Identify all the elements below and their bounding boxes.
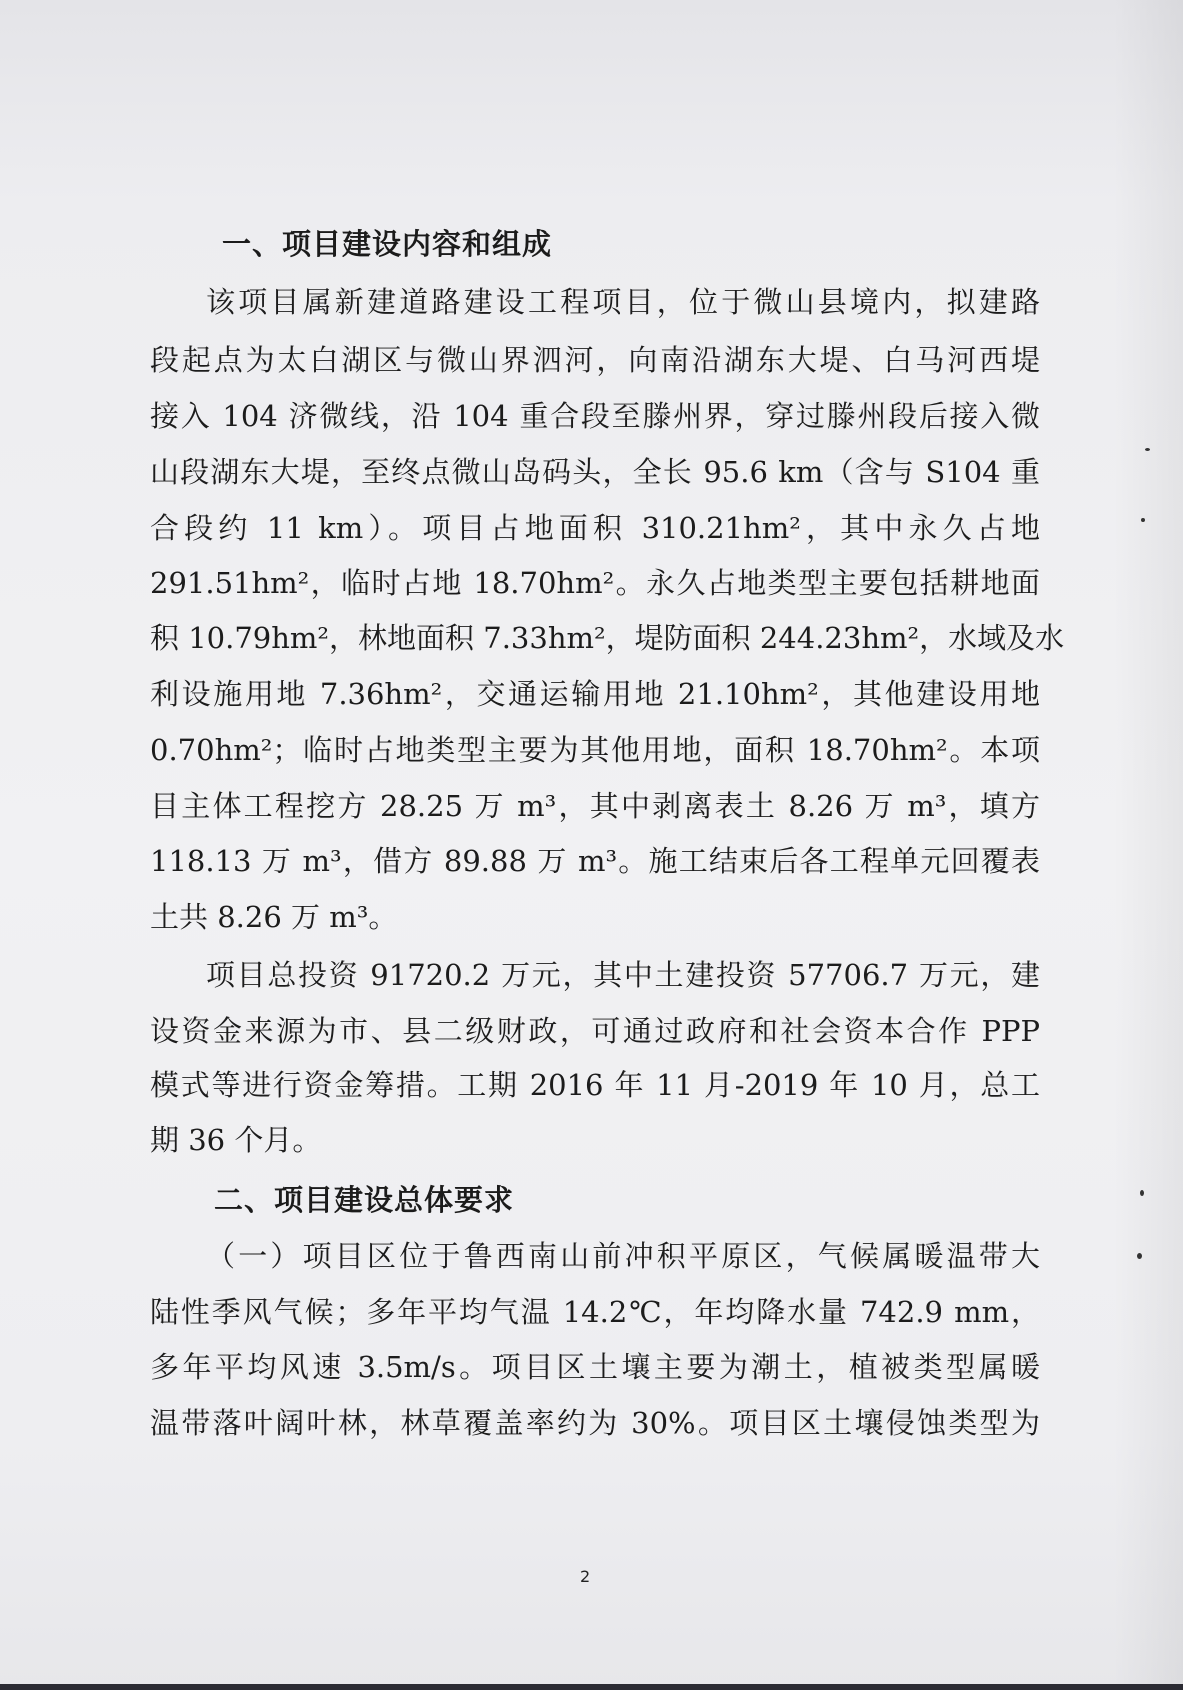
scan-shadow (1113, 0, 1183, 1690)
text-line: 期 36 个月。 (150, 1123, 322, 1157)
page-number: 2 (580, 1567, 591, 1586)
scan-speck (1137, 1253, 1142, 1259)
text-line: 118.13 万 m³，借方 89.88 万 m³。施工结束后各工程单元回覆表 (150, 844, 1040, 878)
text-line: 山段湖东大堤，至终点微山岛码头，全长 95.6 km（含与 S104 重 (150, 455, 1040, 489)
scan-bottom-edge (0, 1684, 1183, 1690)
text-line: 接入 104 济微线，沿 104 重合段至滕州界，穿过滕州段后接入微 (150, 399, 1040, 433)
text-line: 积 10.79hm²，林地面积 7.33hm²，堤防面积 244.23hm²，水域及水 (150, 621, 1065, 655)
text-line: 291.51hm²，临时占地 18.70hm²。永久占地类型主要包括耕地面 (150, 566, 1040, 600)
scan-speck (1145, 448, 1150, 451)
section-heading-2: 二、项目建设总体要求 (214, 1183, 515, 1217)
scan-speck (1140, 1190, 1144, 1196)
text-line: （一）项目区位于鲁西南山前冲积平原区，气候属暖温带大 (206, 1239, 1040, 1273)
text-line: 设资金来源为市、县二级财政，可通过政府和社会资本合作 PPP (150, 1014, 1040, 1048)
scan-speck (1141, 518, 1145, 522)
text-line: 合段约 11 km）。项目占地面积 310.21hm²，其中永久占地 (150, 511, 1040, 545)
section-heading-1: 一、项目建设内容和组成 (222, 227, 553, 261)
text-line: 多年平均风速 3.5m/s。项目区土壤主要为潮土，植被类型属暖 (150, 1350, 1040, 1384)
text-line: 温带落叶阔叶林，林草覆盖率约为 30%。项目区土壤侵蚀类型为 (150, 1406, 1040, 1440)
text-line: 0.70hm²；临时占地类型主要为其他用地，面积 18.70hm²。本项 (150, 733, 1040, 767)
text-line: 土共 8.26 万 m³。 (150, 900, 398, 934)
text-line: 段起点为太白湖区与微山界泗河，向南沿湖东大堤、白马河西堤 (150, 343, 1040, 377)
text-line: 项目总投资 91720.2 万元，其中土建投资 57706.7 万元，建 (206, 958, 1040, 992)
text-line: 陆性季风气候；多年平均气温 14.2℃，年均降水量 742.9 mm， (150, 1295, 1040, 1329)
text-line: 利设施用地 7.36hm²，交通运输用地 21.10hm²，其他建设用地 (150, 677, 1040, 711)
text-line: 目主体工程挖方 28.25 万 m³，其中剥离表土 8.26 万 m³，填方 (150, 789, 1040, 823)
text-line: 该项目属新建道路建设工程项目，位于微山县境内，拟建路 (206, 285, 1040, 319)
text-line: 模式等进行资金筹措。工期 2016 年 11 月-2019 年 10 月，总工 (150, 1068, 1040, 1102)
